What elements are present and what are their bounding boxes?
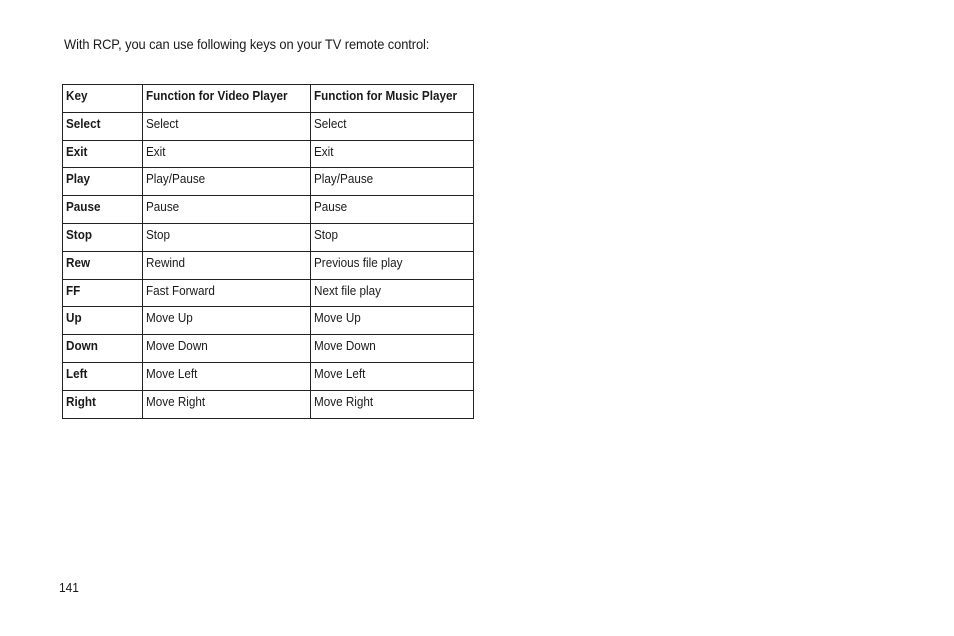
table-row — [63, 335, 474, 363]
video-function-cell: Move Left — [143, 362, 311, 390]
key-cell: Select — [63, 112, 143, 140]
header-key: Key — [63, 85, 143, 113]
key-cell: Play — [63, 168, 143, 196]
table-header-row — [63, 85, 474, 113]
video-function-cell: Stop — [143, 223, 311, 251]
table-row — [63, 196, 474, 224]
video-function-cell: Pause — [143, 196, 311, 224]
table-row — [63, 279, 474, 307]
video-function-cell: Move Down — [143, 335, 311, 363]
video-function-cell: Fast Forward — [143, 279, 311, 307]
video-function-cell: Select — [143, 112, 311, 140]
header-music-function: Function for Music Player — [311, 85, 474, 113]
table-row — [63, 168, 474, 196]
remote-keys-table — [62, 84, 474, 419]
key-cell: Right — [63, 390, 143, 418]
key-cell: FF — [63, 279, 143, 307]
table-row — [63, 390, 474, 418]
table-row — [63, 112, 474, 140]
music-function-cell: Move Right — [311, 390, 474, 418]
video-function-cell: Play/Pause — [143, 168, 311, 196]
key-cell: Stop — [63, 223, 143, 251]
page-number: 141 — [59, 580, 79, 595]
intro-text: With RCP, you can use following keys on your TV remote control: — [64, 36, 430, 52]
key-cell: Pause — [63, 196, 143, 224]
music-function-cell: Play/Pause — [311, 168, 474, 196]
key-cell: Down — [63, 335, 143, 363]
video-function-cell: Move Up — [143, 307, 311, 335]
music-function-cell: Stop — [311, 223, 474, 251]
table-row — [63, 140, 474, 168]
table-row — [63, 307, 474, 335]
table-row — [63, 362, 474, 390]
table-row — [63, 251, 474, 279]
header-video-function: Function for Video Player — [143, 85, 311, 113]
video-function-cell: Rewind — [143, 251, 311, 279]
key-cell: Up — [63, 307, 143, 335]
video-function-cell: Exit — [143, 140, 311, 168]
key-cell: Left — [63, 362, 143, 390]
table-row — [63, 223, 474, 251]
music-function-cell: Previous file play — [311, 251, 474, 279]
key-cell: Rew — [63, 251, 143, 279]
music-function-cell: Move Up — [311, 307, 474, 335]
music-function-cell: Select — [311, 112, 474, 140]
music-function-cell: Next file play — [311, 279, 474, 307]
music-function-cell: Move Down — [311, 335, 474, 363]
music-function-cell: Move Left — [311, 362, 474, 390]
video-function-cell: Move Right — [143, 390, 311, 418]
music-function-cell: Pause — [311, 196, 474, 224]
key-cell: Exit — [63, 140, 143, 168]
music-function-cell: Exit — [311, 140, 474, 168]
